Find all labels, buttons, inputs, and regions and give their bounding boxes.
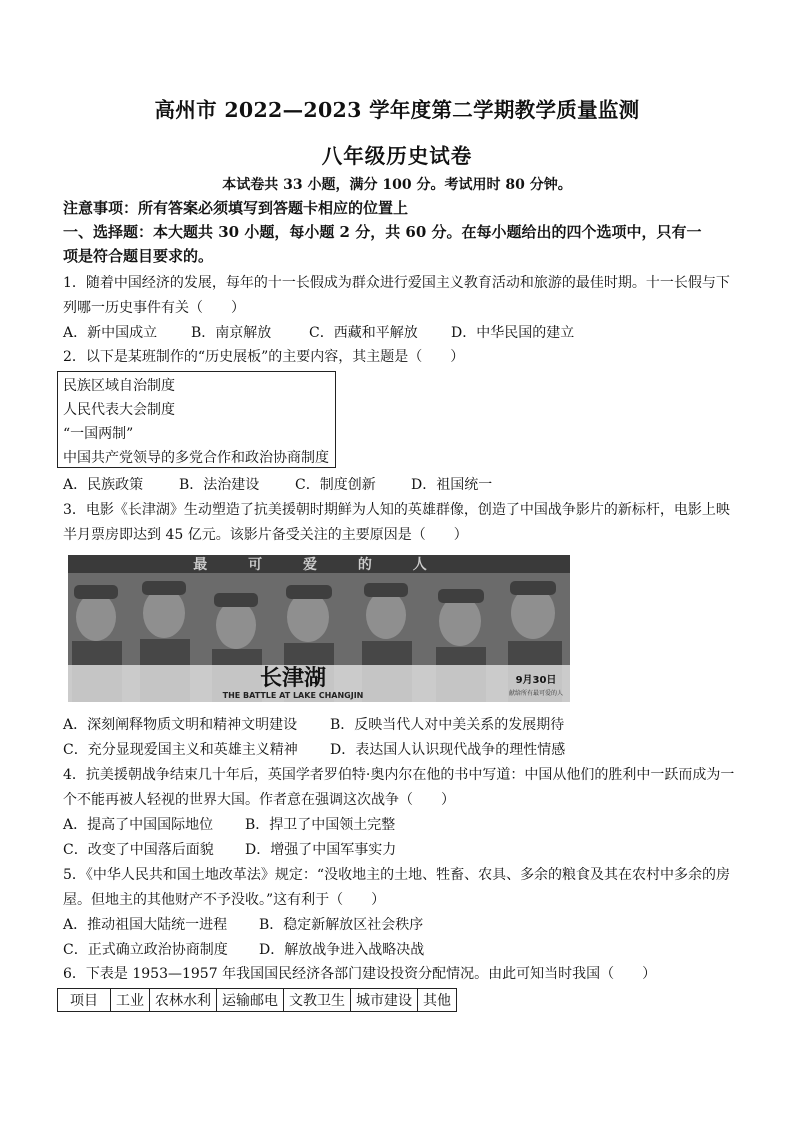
q1-stem-line2: 列哪一历史事件有关（ ）	[63, 300, 245, 316]
q5-option-c: C．正式确立政治协商制度	[63, 942, 228, 958]
table-header-cell: 农林水利	[150, 989, 217, 1012]
q1-stem-line1: 1．随着中国经济的发展，每年的十一长假成为群众进行爱国主义教育活动和旅游的最佳时期。十一长假与下	[63, 275, 730, 291]
q1-option-a: A．新中国成立	[63, 325, 158, 341]
q2-stem: 2．以下是某班制作的“历史展板”的主要内容，其主题是（ ）	[63, 349, 465, 365]
q4-options-row1	[63, 816, 395, 834]
q1-option-b: B．南京解放	[191, 325, 272, 341]
q2-board-item: “一国两制”	[63, 426, 134, 442]
poster-logo: 长津湖	[259, 666, 327, 691]
q4-option-b: B．捍卫了中国领土完整	[245, 817, 396, 833]
q4-option-a: A．提高了中国国际地位	[63, 817, 214, 833]
q4-stem-line1: 4．抗美援朝战争结束几十年后，英国学者罗伯特·奥内尔在他的书中写道：中国从他们的胜利中一跃而成为一	[63, 767, 735, 783]
q2-options	[63, 476, 492, 494]
q4-stem-line2: 个不能再被人轻视的世界大国。作者意在强调这次战争（ ）	[63, 792, 455, 808]
q5-stem-line2: 屋。但地主的其他财产不予没收。”这有利于（ ）	[63, 892, 386, 908]
notice: 注意事项：所有答案必须填写到答题卡相应的位置上	[63, 199, 409, 217]
table-header-row	[58, 989, 457, 1012]
q2-display-board	[57, 371, 336, 468]
q3-stem-line1: 3．电影《长津湖》生动塑造了抗美援朝时期鲜为人知的英雄群像，创造了中国战争影片的新标杆，电影上映	[63, 502, 730, 518]
exam-info: 本试卷共 33 小题，满分 100 分。考试用时 80 分钟。	[222, 177, 572, 193]
q1-option-d: D．中华民国的建立	[451, 325, 575, 341]
q4-options-row2	[63, 841, 396, 859]
q4-option-c: C．改变了中国落后面貌	[63, 842, 214, 858]
exam-subtitle: 八年级历史试卷	[321, 144, 473, 168]
q3-stem-line2: 半月票房即达到 45 亿元。该影片备受关注的主要原因是（ ）	[63, 527, 468, 543]
q2-option-a: A．民族政策	[63, 477, 144, 493]
section1-instruction-line1: 一、选择题：本大题共 30 小题，每小题 2 分，共 60 分。在每小题给出的四个选项中，只有一	[63, 223, 702, 241]
q2-board-item: 人民代表大会制度	[63, 402, 175, 418]
movie-poster-graphic	[68, 555, 570, 702]
poster-top-text: 最 可 爱 的 人	[193, 557, 445, 573]
table-header-cell: 城市建设	[351, 989, 418, 1012]
q2-option-b: B．法治建设	[179, 477, 260, 493]
q5-option-b: B．稳定新解放区社会秩序	[259, 917, 424, 933]
q6-stem: 6．下表是 1953—1957 年我国国民经济各部门建设投资分配情况。由此可知当时我国（ ）	[63, 966, 657, 982]
q3-option-b: B．反映当代人对中美关系的发展期待	[330, 717, 565, 733]
table-header-cell: 运输邮电	[217, 989, 284, 1012]
q5-option-d: D．解放战争进入战略决战	[259, 942, 425, 958]
q5-stem-line1: 5．《中华人民共和国土地改革法》规定：“没收地主的土地、牲畜、农具、多余的粮食及其在农村中多余的房	[63, 867, 731, 883]
q2-option-d: D．祖国统一	[411, 477, 493, 493]
poster-small-text: 献给所有最可爱的人	[508, 690, 564, 697]
exam-title: 高州市 2022—2023 学年度第二学期教学质量监测	[154, 98, 640, 122]
q2-board-item: 民族区域自治制度	[63, 378, 175, 394]
q1-options	[63, 324, 574, 342]
q2-board-item: 中国共产党领导的多党合作和政治协商制度	[63, 450, 329, 466]
q1-option-c: C．西藏和平解放	[309, 325, 418, 341]
section1-instruction-line2: 项是符合题目要求的。	[63, 247, 214, 265]
q5-option-a: A．推动祖国大陆统一进程	[63, 917, 228, 933]
movie-poster-image	[68, 555, 570, 702]
q5-options-row2	[63, 941, 424, 959]
q3-option-d: D．表达国人认识现代战争的理性情感	[330, 742, 566, 758]
poster-release-date: 9月30日	[515, 675, 557, 686]
q5-options-row1	[63, 916, 423, 934]
q3-options-row1	[63, 716, 564, 734]
q3-option-c: C．充分显现爱国主义和英雄主义精神	[63, 742, 298, 758]
table-header-cell: 项目	[58, 989, 111, 1012]
q3-option-a: A．深刻阐释物质文明和精神文明建设	[63, 717, 298, 733]
table-header-cell: 文教卫生	[284, 989, 351, 1012]
poster-english-title: THE BATTLE AT LAKE CHANGJIN	[222, 691, 364, 700]
q3-options-row2	[63, 741, 565, 759]
q4-option-d: D．增强了中国军事实力	[245, 842, 397, 858]
q6-investment-table	[57, 988, 457, 1012]
q2-option-c: C．制度创新	[295, 477, 376, 493]
table-header-cell: 其他	[418, 989, 457, 1012]
table-header-cell: 工业	[111, 989, 150, 1012]
